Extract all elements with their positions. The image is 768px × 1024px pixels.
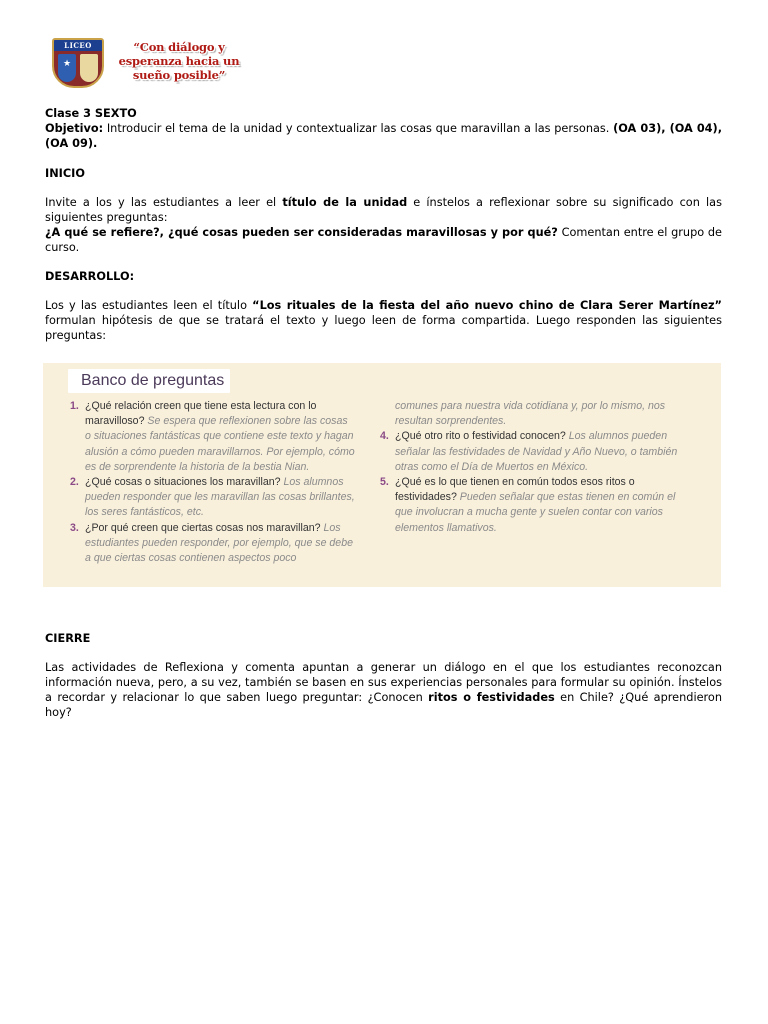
question-text: ¿Qué otro rito o festividad conocen?	[395, 430, 566, 443]
cierre-bold-rites: ritos o festividades	[428, 691, 555, 704]
question-text: ¿Qué relación creen que tiene esta lectura con lo maravilloso?	[85, 400, 317, 428]
objective-text: Introducir el tema de la unidad y contextualizar las cosas que maravillan a las personas.	[103, 122, 614, 135]
question-number: 1.	[70, 400, 79, 412]
question-number: 5.	[380, 476, 389, 489]
question-item	[380, 475, 685, 536]
logo-shield-right	[80, 54, 98, 82]
question-answer: Se espera que reflexionen sobre las cosas o situaciones fantásticas que contiene este texto y hagan alusión a cómo pueden maravillarnos. Por ejemplo, cómo es de sorprendente la historia de la bestia Nian.	[85, 415, 355, 473]
question-number: 4.	[380, 430, 389, 443]
cierre-text-1: Las actividades de Reflexiona y comenta apuntan a generar un diálogo en el que los estudiantes reconozcan información nueva, pero, a su vez, también se basen en sus experiencias personales para formular su opinión. Ínstelos a recordar y relacionar lo que saben luego preguntar: ¿Conocen	[45, 661, 722, 704]
question-answer: Los alumnos pueden señalar las festividades de Navidad y Año Nuevo, o también otras como el Día de Muertos en México.	[395, 430, 678, 473]
objective-codes: (OA 03), (OA 04), (OA 09).	[45, 122, 722, 150]
question-item	[70, 399, 356, 475]
question-bank-right-column	[380, 399, 685, 536]
desarrollo-text-1: Los y las estudiantes leen el título	[45, 299, 253, 312]
desarrollo-paragraph	[45, 298, 722, 343]
inicio-text-3: Comentan entre el grupo de curso.	[45, 226, 722, 254]
inicio-heading	[45, 166, 722, 181]
objective-label: Objetivo:	[45, 122, 104, 135]
question-answer: Los estudiantes pueden responder, por ejemplo, que se debe a que ciertas cosas contienen aspectos poco	[85, 521, 353, 565]
school-header	[52, 38, 252, 90]
question-item	[70, 475, 356, 521]
question-answer: Pueden señalar que estas tienen en común el que involucran a mucha gente y suelen contar con varios elementos llamativos.	[395, 491, 676, 534]
question-answer: Los alumnos pueden responder que les maravillan las cosas brillantes, los seres fantásticos, etc.	[85, 476, 355, 519]
question-number: 3.	[70, 521, 79, 534]
desarrollo-text-2: formulan hipótesis de que se tratará el texto y luego leen de forma compartida. Luego responden las siguientes preguntas:	[45, 314, 722, 342]
inicio-heading-text: INICIO	[45, 167, 85, 180]
question-number: 2.	[70, 476, 79, 489]
question-item	[380, 429, 685, 475]
objective-paragraph	[45, 121, 722, 151]
inicio-text-1: Invite a los y las estudiantes a leer el	[45, 196, 283, 209]
cierre-text-2: en Chile? ¿Qué aprendieron hoy?	[45, 691, 722, 719]
cierre-heading	[45, 631, 722, 646]
question-text: ¿Qué cosas o situaciones los maravillan?	[85, 476, 281, 489]
desarrollo-heading-text: DESARROLLO:	[45, 270, 135, 283]
inicio-paragraph	[45, 195, 722, 255]
question-bank-left-column	[70, 399, 356, 566]
question-text: ¿Qué es lo que tienen en común todos esos ritos o festividades?	[395, 476, 635, 504]
school-motto: “Con diálogo y esperanza hacia un sueño posible”	[118, 40, 240, 82]
school-logo	[52, 38, 104, 88]
desarrollo-reading-title: “Los rituales de la fiesta del año nuevo chino de Clara Serer Martínez”	[252, 299, 722, 312]
question-item	[70, 521, 356, 567]
question-bank-box	[43, 363, 721, 587]
logo-text: LICEO	[54, 40, 102, 51]
class-title	[45, 106, 722, 121]
inicio-questions: ¿A qué se refiere?, ¿qué cosas pueden ser consideradas maravillosas y por qué?	[45, 226, 558, 239]
cierre-paragraph	[45, 660, 722, 720]
question-bank-title: Banco de preguntas	[68, 369, 230, 393]
class-title-text: Clase 3 SEXTO	[45, 107, 137, 120]
inicio-text-2: e ínstelos a reflexionar sobre su significado con las siguientes preguntas:	[45, 196, 722, 224]
question-3-continuation: comunes para nuestra vida cotidiana y, por lo mismo, nos resultan sorprendentes.	[395, 400, 666, 428]
question-text: ¿Por qué creen que ciertas cosas nos maravillan?	[85, 521, 321, 534]
inicio-bold-unit-title: título de la unidad	[282, 196, 408, 209]
desarrollo-heading	[45, 269, 722, 284]
cierre-heading-text: CIERRE	[45, 632, 91, 645]
star-icon: ★	[63, 59, 72, 69]
